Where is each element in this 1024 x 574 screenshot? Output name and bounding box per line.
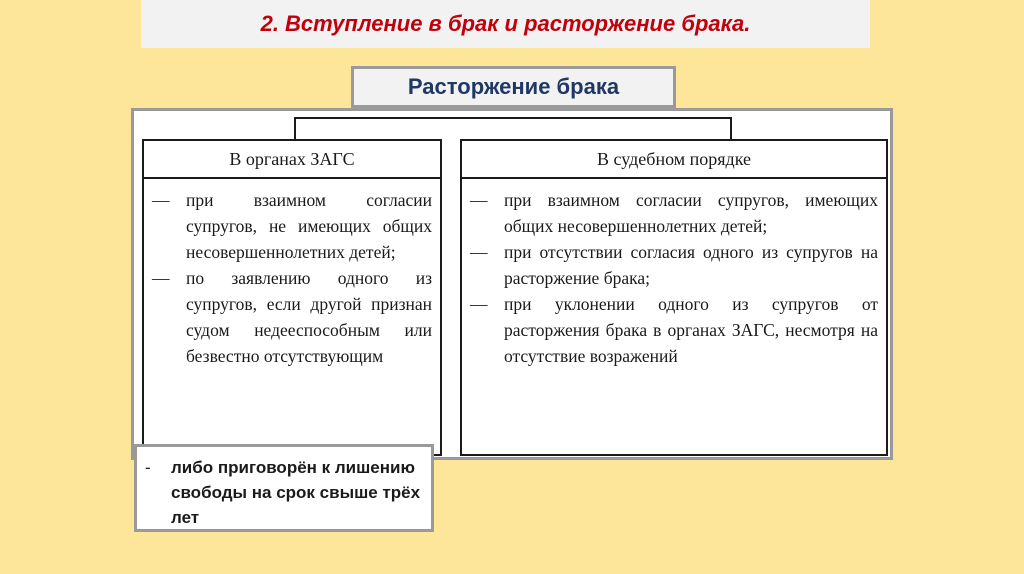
scheme-connector — [294, 117, 732, 141]
list-item-text: при взаимном согласии супругов, имеющих общих несовершеннолетних детей; — [504, 190, 878, 236]
list-item — [470, 291, 878, 369]
note-text: либо приговорён к лишению свободы на срок свыше трёх лет — [171, 458, 421, 527]
list-item-text: при отсутствии согласия одного из супругов на расторжение брака; — [504, 242, 878, 288]
slide-title: 2. Вступление в брак и расторжение брака. — [260, 11, 751, 36]
column-zags-header: В органах ЗАГС — [144, 141, 440, 179]
note-box — [134, 444, 434, 532]
list-item — [470, 187, 878, 239]
bullet-dash: — — [470, 242, 488, 262]
bullet-dash: — — [470, 294, 488, 314]
list-item-text: при уклонении одного из супругов от расторжения брака в органах ЗАГС, несмотря на отсутствие возражений — [504, 294, 878, 366]
list-item-text: по заявлению одного из супругов, если другой признан судом недееспособным или безвестно отсутствующим — [186, 268, 432, 366]
list-item — [152, 187, 432, 265]
slide-title-bar — [141, 0, 870, 48]
column-court-body — [462, 179, 886, 369]
note-dash: - — [145, 458, 151, 477]
bullet-dash: — — [152, 190, 170, 210]
column-zags — [142, 139, 442, 456]
divorce-scheme — [131, 108, 893, 460]
list-item — [152, 265, 432, 369]
list-item — [470, 239, 878, 291]
column-court — [460, 139, 888, 456]
heading-text: Расторжение брака — [407, 74, 620, 99]
heading-box — [351, 66, 676, 108]
list-item-text: при взаимном согласии супругов, не имеющих общих несовершеннолетних детей; — [186, 190, 432, 262]
bullet-dash: — — [152, 268, 170, 288]
column-court-header: В судебном порядке — [462, 141, 886, 179]
bullet-dash: — — [470, 190, 488, 210]
column-zags-body — [144, 179, 440, 369]
